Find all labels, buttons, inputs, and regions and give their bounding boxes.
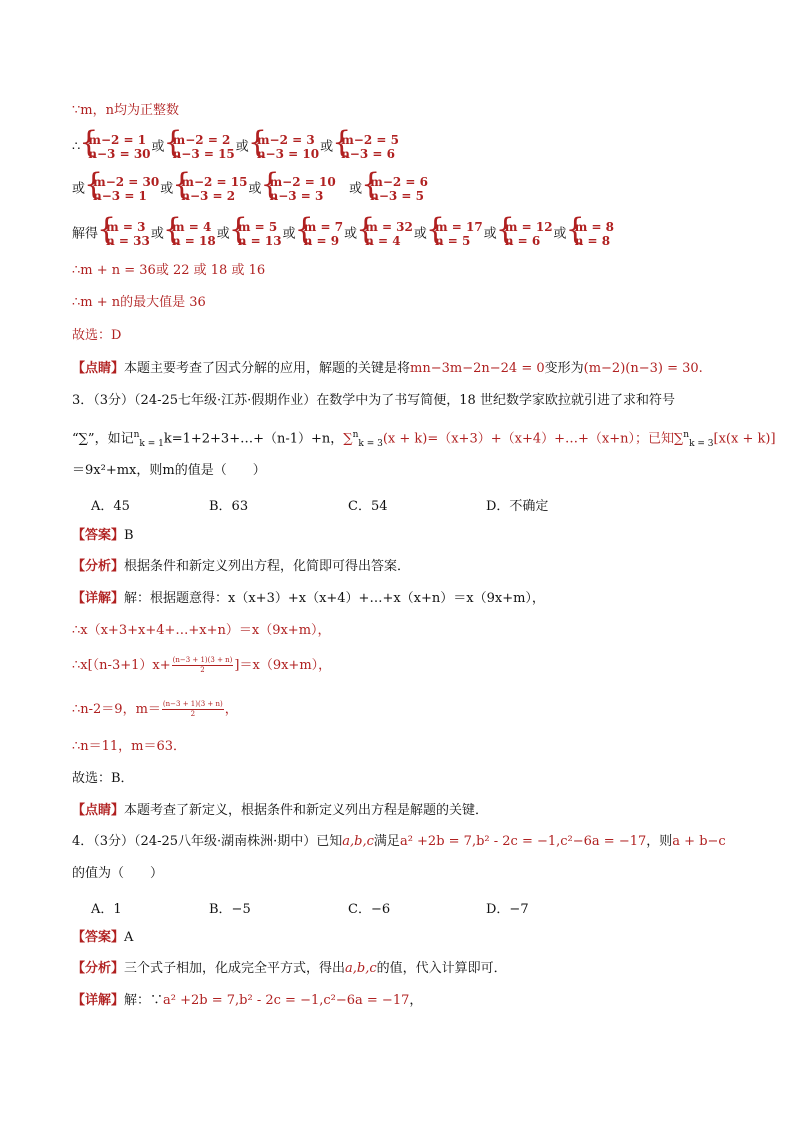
fraction: $\frac{(n-3 + 1)(3 + n)}{2}$ bbox=[172, 656, 233, 674]
option-b: B．63 bbox=[209, 499, 249, 514]
comment-line: 【点睛】本题主要考查了因式分解的应用，解题的关键是将mn−3m−2n−24 = 0变形为(m−2)(n−3) = 30. bbox=[72, 361, 703, 376]
question-3-stem: 3．（3分）（24-25七年级·江苏·假期作业）在数学中为了书写简便，18 世纪数学家欧拉就引进了求和符号 bbox=[72, 393, 675, 408]
detail-line-1: 【详解】解：根据题意得：x（x+3）+x（x+4）+…+x（x+n）＝x（9x+m）， bbox=[72, 591, 545, 606]
comment-line-3: 【点睛】本题考查了新定义，根据条件和新定义列出方程是解题的关键． bbox=[72, 803, 489, 818]
system-row-2: 或 { m−2 = 30 n−3 = 1 或 { m−2 = 15 n−3 = 2 或 { m−2 = 10 n−3 = 3 或 { m−2 = 6 n−3 = 5 bbox=[72, 175, 429, 203]
premise-line: ∵m，n均为正整数 bbox=[72, 103, 179, 118]
option-a: A．45 bbox=[91, 499, 130, 514]
system: { m = 32 n = 4 bbox=[358, 220, 413, 248]
choice-line-3: 故选：B． bbox=[72, 771, 134, 786]
system: { m−2 = 10 n−3 = 3 bbox=[262, 175, 335, 203]
option-d: D．不确定 bbox=[486, 499, 549, 514]
question-3-stem-3: ＝9x²+mx，则m的值是（ ） bbox=[72, 463, 266, 478]
analysis-line: 【分析】根据条件和新定义列出方程，化简即可得出答案． bbox=[72, 559, 411, 574]
detail-line-4: ∴n-2＝9，m＝ $\frac{(n-3 + 1)(3 + n)}{2}$ ， bbox=[72, 700, 238, 718]
system: { m = 3 n = 33 bbox=[99, 220, 150, 248]
sum-line: ∴m + n = 36或 22 或 18 或 16 bbox=[72, 263, 266, 278]
detail-line-3: ∴x[（n-3+1）x+ $\frac{(n-3 + 1)(3 + n)}{2}$ ]＝x（9x+m）， bbox=[72, 656, 332, 674]
system: { m−2 = 30 n−3 = 1 bbox=[86, 175, 159, 203]
system: { m = 7 n = 9 bbox=[297, 220, 343, 248]
system: { m−2 = 2 n−3 = 15 bbox=[166, 133, 235, 161]
question-4-stem: 4．（3分）（24-25八年级·湖南株洲·期中）已知a,b,c满足a² +2b = 7,b² - 2c = −1,c²−6a = −17，则a + b−c bbox=[72, 834, 726, 849]
detail-line-2: ∴x（x+3+x+4+…+x+n）＝x（9x+m）， bbox=[72, 623, 331, 638]
answer-line-4: 【答案】A bbox=[72, 930, 134, 945]
system: { m−2 = 1 n−3 = 30 bbox=[81, 133, 150, 161]
system-row-1: ∴ { m−2 = 1 n−3 = 30 或 { m−2 = 2 n−3 = 15 或 { m−2 = 3 n−3 = 10 或 { m−2 = 5 n−3 = 6 bbox=[72, 133, 400, 161]
detail-line-5: ∴n＝11，m＝63． bbox=[72, 739, 187, 754]
system: { m = 8 n = 8 bbox=[568, 220, 614, 248]
analysis-line-4: 【分析】三个式子相加，化成完全平方式，得出a,b,c的值，代入计算即可． bbox=[72, 961, 507, 976]
system: { m−2 = 5 n−3 = 6 bbox=[334, 133, 399, 161]
option-b: B．−5 bbox=[209, 902, 251, 917]
option-d: D．−7 bbox=[486, 902, 529, 917]
system: { m = 17 n = 5 bbox=[428, 220, 483, 248]
answer-line: 【答案】B bbox=[72, 528, 134, 543]
fraction: $\frac{(n-3 + 1)(3 + n)}{2}$ bbox=[162, 700, 223, 718]
system: { m−2 = 6 n−3 = 5 bbox=[363, 175, 428, 203]
system: { m−2 = 15 n−3 = 2 bbox=[174, 175, 247, 203]
option-a: A．1 bbox=[91, 902, 122, 917]
system: { m = 4 n = 18 bbox=[165, 220, 216, 248]
detail-line-4-1: 【详解】解：∵a² +2b = 7,b² - 2c = −1,c²−6a = −17， bbox=[72, 993, 423, 1008]
system: { m−2 = 3 n−3 = 10 bbox=[250, 133, 319, 161]
choice-line: 故选：D bbox=[72, 328, 122, 343]
option-c: C．54 bbox=[348, 499, 388, 514]
system: { m = 5 n = 13 bbox=[231, 220, 282, 248]
system: { m = 12 n = 6 bbox=[498, 220, 553, 248]
max-line: ∴m + n的最大值是 36 bbox=[72, 295, 206, 310]
option-c: C．−6 bbox=[348, 902, 391, 917]
question-4-stem-2: 的值为（ ） bbox=[72, 866, 164, 881]
system-row-3: 解得 { m = 3 n = 33 或 { m = 4 n = 18 或 { m = 5 n = 13 或 { m = 7 n = 9 或 { m = 32 n = 4 或 { m = 17 n = 5 或 { m = 12 n = 6 或 { m = 8 n = 8 bbox=[72, 220, 615, 248]
question-3-stem-2: “∑”，如记$^n_{k = 1}$k=1+2+3+…+（n-1）+n，∑$^n_{k = 3}$(x + k)=（x+3）+（x+4）+…+（x+n）；已知∑$^n_{k = 3}$[x(x + k)] bbox=[72, 430, 776, 449]
